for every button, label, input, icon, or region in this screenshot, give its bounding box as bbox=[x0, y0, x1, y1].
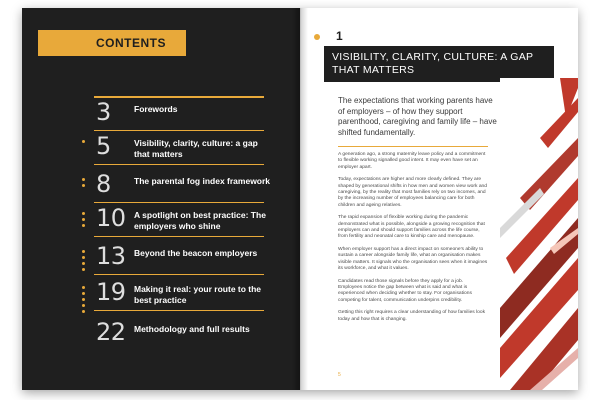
toc-page-number: 5 bbox=[96, 132, 111, 160]
body-paragraph: A generation ago, a strong maternity leave policy and a commitment to flexible working signalled good intent. It may even have set an employer apart. bbox=[338, 152, 486, 170]
intro-rule bbox=[338, 146, 488, 147]
body-paragraph: Today, expectations are higher and more clearly defined. They are shaped by generational shifts in how men and women view work and caregiving, by the reality that most families rely on two incomes, and by the increasing number of employees balancing care for both children and ageing relatives. bbox=[338, 177, 487, 208]
book-spine bbox=[292, 8, 308, 390]
toc-title: Forewords bbox=[134, 104, 178, 114]
decorative-stripes-image bbox=[500, 78, 578, 390]
toc-title: Making it real: your route to the best practice bbox=[134, 284, 262, 305]
toc-title: Methodology and full results bbox=[134, 324, 250, 334]
body-paragraph: Candidates read those signals before they apply for a job. Employees notice the gap between what is said and what is experienced when deciding whether to stay. For organisations competing for talent, communication underpins credibility. bbox=[338, 278, 472, 303]
chapter-number: 1 bbox=[336, 29, 343, 43]
toc-page-number: 3 bbox=[96, 98, 111, 126]
toc-dots-icon bbox=[82, 250, 86, 274]
toc-page-number: 19 bbox=[96, 278, 126, 306]
body-paragraph: When employer support has a direct impact on someone's ability to sustain a career alongside family life, what an organisation makes visible matters. It signals who the organisation sees when it imagines its workforce, and what it values. bbox=[338, 246, 488, 272]
chapter-dot-icon bbox=[314, 34, 320, 40]
toc-page-number: 13 bbox=[96, 242, 126, 270]
chapter-title-bar bbox=[324, 46, 554, 82]
toc-top-rule bbox=[94, 96, 264, 98]
toc-divider bbox=[94, 236, 264, 237]
toc-title: The parental fog index framework bbox=[134, 176, 271, 186]
chapter-title: VISIBILITY, CLARITY, CULTURE: A GAP THAT MATTERS bbox=[332, 51, 534, 76]
toc-divider bbox=[94, 130, 264, 131]
contents-heading: CONTENTS bbox=[96, 36, 166, 50]
contents-heading-box bbox=[38, 30, 186, 56]
body-paragraph: Getting this right requires a clear understanding of how families look today and how that is changing. bbox=[338, 310, 486, 322]
toc-divider bbox=[94, 310, 264, 311]
chapter-intro: The expectations that working parents have of employers – of how they support parenthood, caregiving and family life – have shifted fundamentally. bbox=[338, 96, 497, 137]
toc-page-number: 10 bbox=[96, 204, 126, 232]
toc-title: Visibility, clarity, culture: a gap that matters bbox=[134, 138, 258, 159]
page-number: 5 bbox=[338, 372, 341, 378]
toc-page-number: 22 bbox=[96, 318, 126, 346]
toc-divider bbox=[94, 274, 264, 275]
toc-title: Beyond the beacon employers bbox=[134, 248, 258, 258]
toc-dots-icon bbox=[82, 178, 86, 190]
left-page bbox=[22, 8, 300, 390]
chapter-body bbox=[338, 152, 488, 329]
toc-dots-icon bbox=[82, 286, 86, 316]
open-brochure bbox=[22, 8, 578, 390]
toc-page-number: 8 bbox=[96, 170, 111, 198]
right-page bbox=[300, 8, 578, 390]
toc-dots-icon bbox=[82, 140, 86, 146]
toc-title: A spotlight on best practice: The employers who shine bbox=[134, 210, 266, 231]
toc-divider bbox=[94, 202, 264, 203]
body-paragraph: The rapid expansion of flexible working during the pandemic demonstrated what is possible, alongside a growing recognition that employers can and should support families across the life course, from fertility and neonatal care to kinship care and menopause. bbox=[338, 215, 485, 240]
toc-dots-icon bbox=[82, 212, 86, 230]
toc-divider bbox=[94, 164, 264, 165]
